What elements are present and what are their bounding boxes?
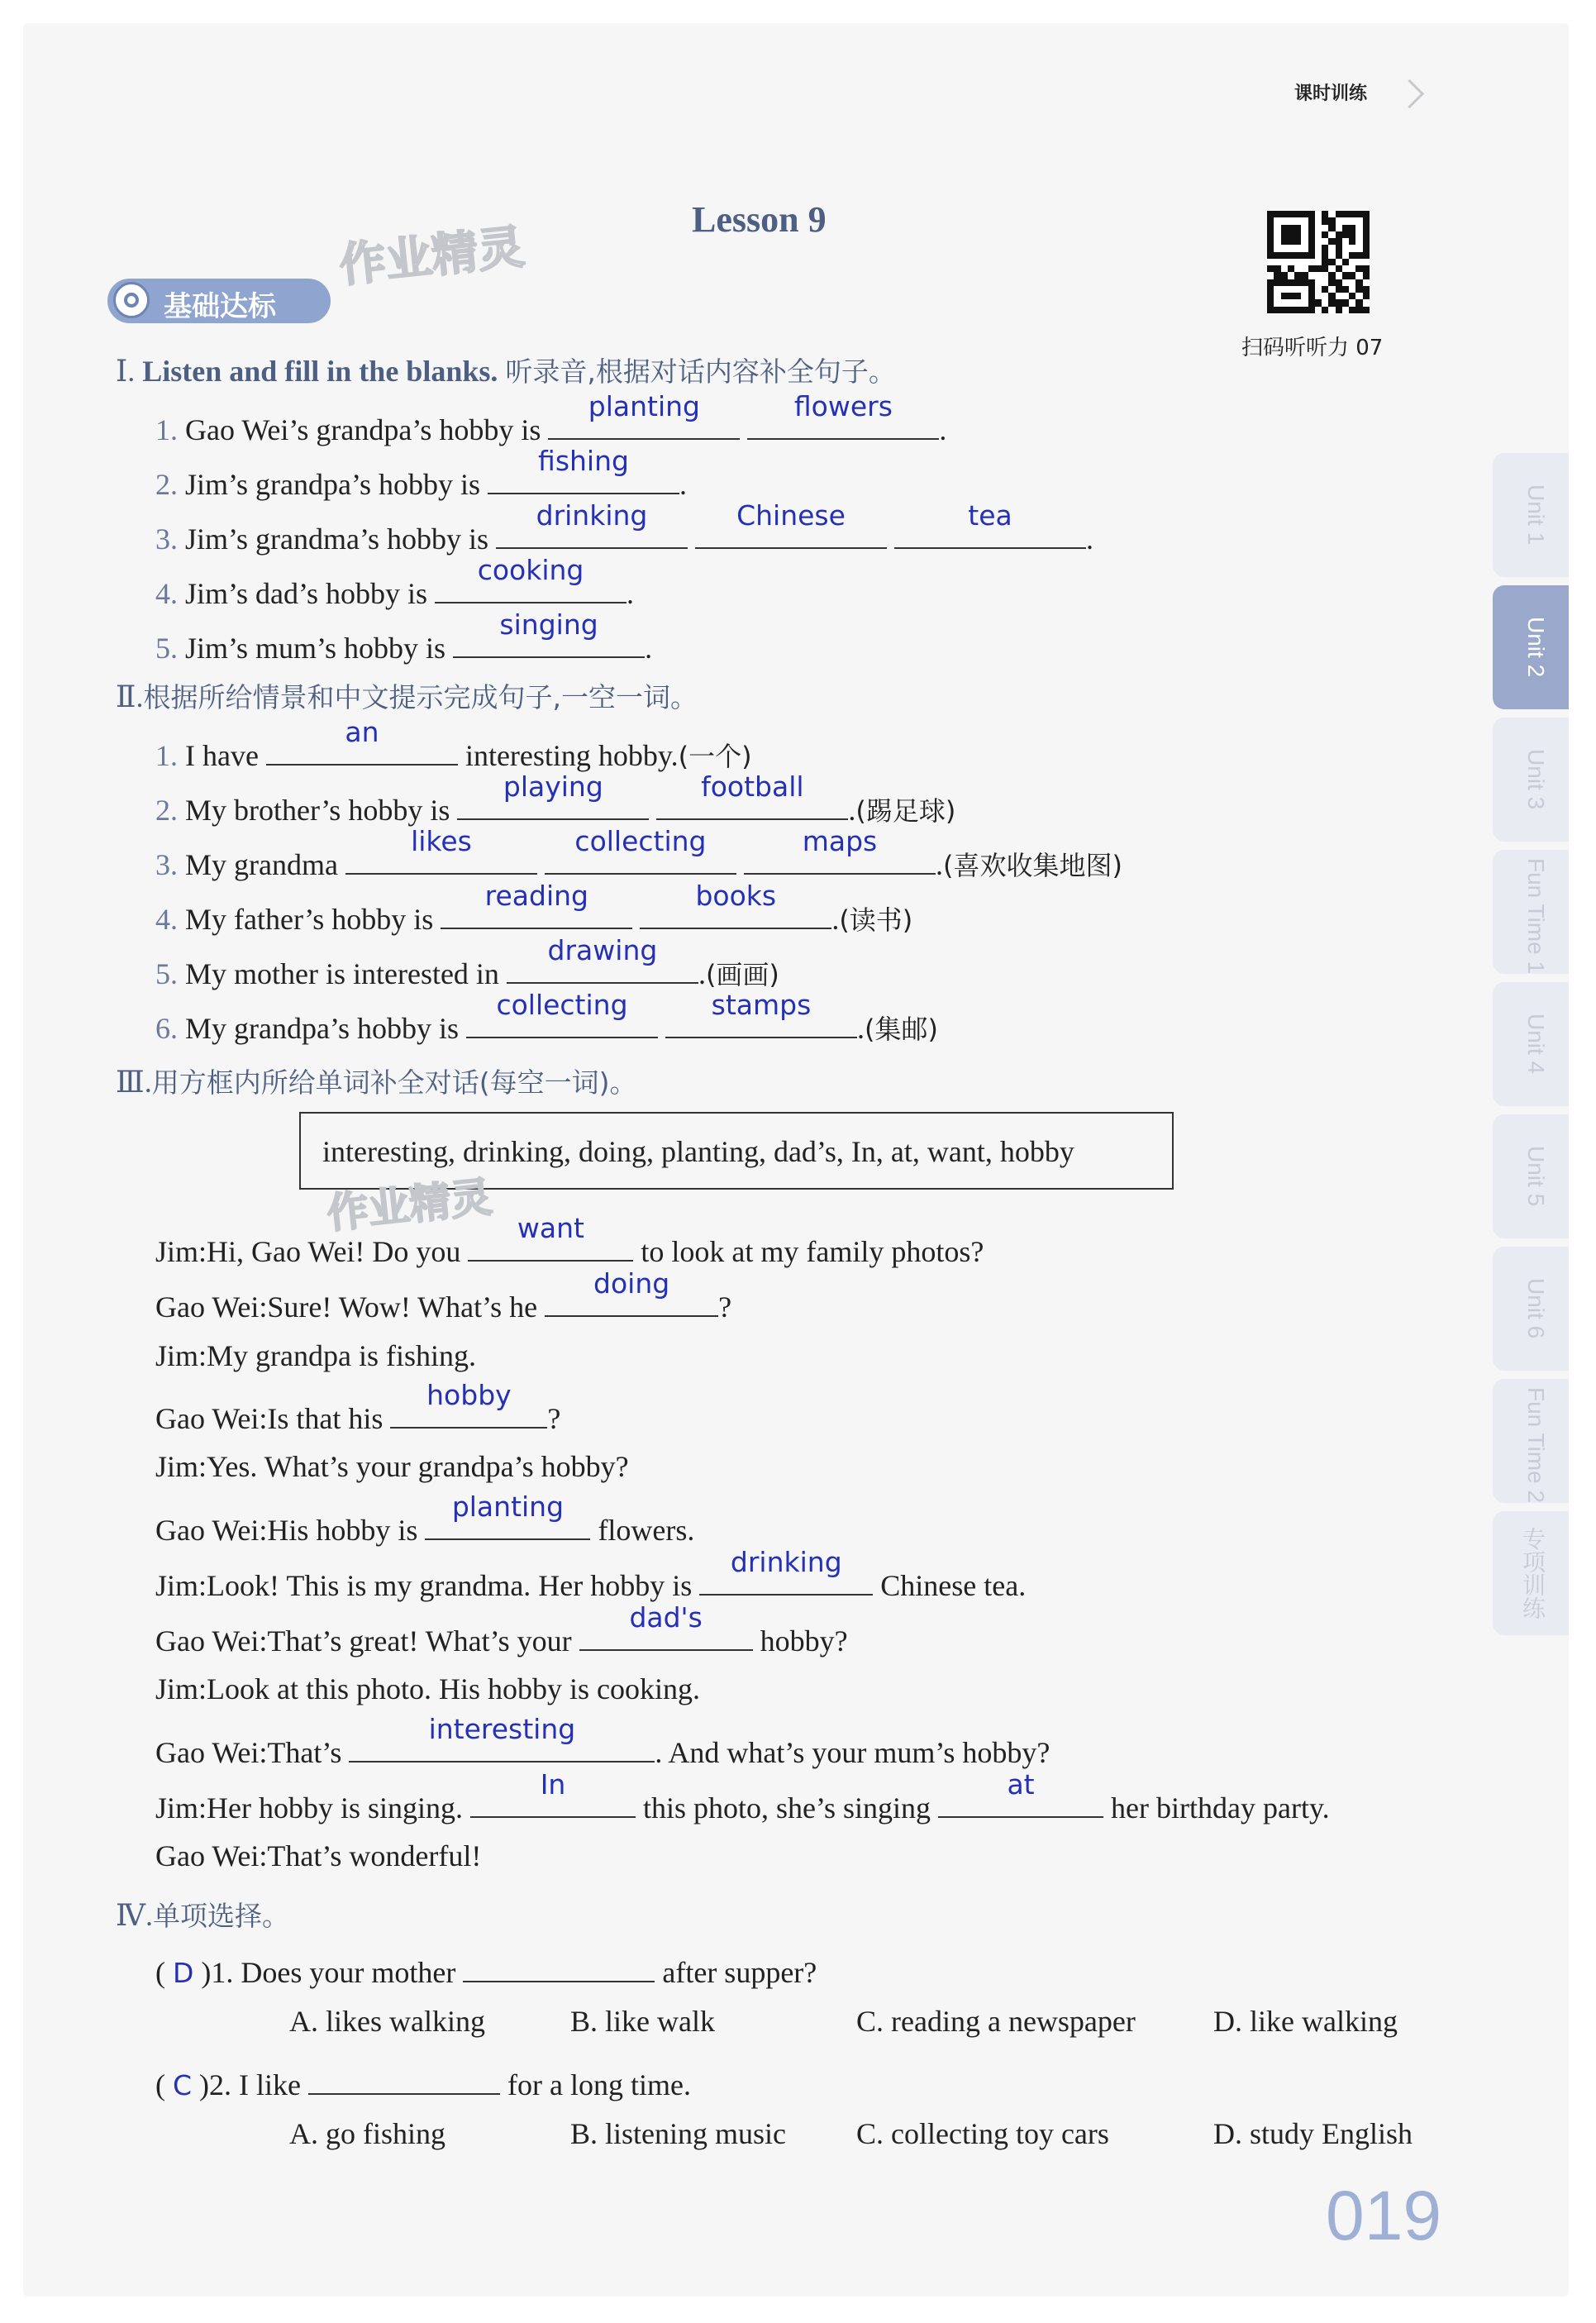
fill-item xyxy=(155,825,1122,883)
chinese-hint: (集邮) xyxy=(864,1014,938,1045)
section-4-heading: Ⅳ.单项选择。 xyxy=(116,1899,289,1932)
answer-text: reading xyxy=(484,880,588,912)
dialogue-text: Look at this photo. His hobby is cooking. xyxy=(207,1672,701,1706)
speaker: Gao Wei: xyxy=(155,1513,268,1547)
dialogue-text: flowers. xyxy=(590,1513,695,1547)
item-prompt: Jim’s grandpa’s hobby is xyxy=(185,468,488,501)
dialogue-text: His hobby is xyxy=(267,1513,426,1547)
answer-blank[interactable] xyxy=(747,390,939,440)
paren-open: ( xyxy=(155,2068,173,2101)
answer-text: fishing xyxy=(538,445,629,477)
dialogue-line xyxy=(155,1490,695,1548)
item-prompt: My mother is interested in xyxy=(185,957,507,990)
unit-tab[interactable] xyxy=(1493,850,1569,974)
speaker: Jim: xyxy=(155,1791,207,1825)
unit-tab-label: Unit 5 xyxy=(1523,1146,1549,1207)
item-prompt: Jim’s dad’s hobby is xyxy=(185,577,436,610)
answer-blank[interactable] xyxy=(425,1490,590,1540)
item-number: 4. xyxy=(155,577,185,610)
question-number: )1. xyxy=(193,1956,241,1989)
question-text: Does your mother xyxy=(241,1956,464,1989)
dialogue-line xyxy=(155,1267,732,1324)
option[interactable]: B. like walk xyxy=(570,2005,715,2038)
dialogue-line xyxy=(155,1545,1027,1603)
item-number: 6. xyxy=(155,1012,185,1045)
unit-tab-label: Fun Time 2 xyxy=(1523,1387,1549,1504)
qr-code[interactable] xyxy=(1267,211,1370,313)
answer-text: drinking xyxy=(536,499,648,532)
unit-tab-label: Unit 1 xyxy=(1523,484,1549,546)
dialogue-text: That’s great! What’s your xyxy=(267,1624,579,1658)
chinese-hint: (踢足球) xyxy=(855,795,956,827)
answer-blank[interactable] xyxy=(466,989,658,1038)
item-number: 5. xyxy=(155,957,185,990)
qr-caption: 扫码听听力 07 xyxy=(1241,336,1384,360)
dialogue-line xyxy=(155,1672,700,1706)
unit-tab-label: Fun Time 1 xyxy=(1523,858,1549,975)
unit-tab[interactable] xyxy=(1493,1114,1569,1238)
question-text: I like xyxy=(239,2068,309,2101)
answer-text: drawing xyxy=(547,934,658,966)
answer-blank[interactable] xyxy=(266,716,458,766)
answer-text: books xyxy=(695,880,777,912)
item-end: . xyxy=(831,903,840,936)
unit-tab-label: Unit 2 xyxy=(1523,617,1549,678)
item-number: 1. xyxy=(155,739,185,772)
answer-text: likes xyxy=(411,825,472,857)
fill-item xyxy=(155,880,913,937)
dialogue-text: . And what’s your mum’s hobby? xyxy=(655,1735,1051,1769)
dialogue-text: Chinese tea. xyxy=(873,1568,1027,1602)
answer-text: football xyxy=(701,770,804,803)
speaker: Jim: xyxy=(155,1568,207,1602)
unit-tab[interactable] xyxy=(1493,1379,1569,1503)
fill-item xyxy=(155,934,779,992)
item-number: 2. xyxy=(155,468,185,501)
option[interactable]: D. like walking xyxy=(1213,2005,1398,2038)
answer-text: an xyxy=(345,716,379,748)
item-end: . xyxy=(856,1012,865,1045)
unit-tab[interactable] xyxy=(1493,1511,1569,1635)
answer-text: collecting xyxy=(496,989,628,1021)
unit-tab-label: Unit 3 xyxy=(1523,749,1549,810)
spacer xyxy=(887,522,894,556)
dialogue-text: her birthday party. xyxy=(1103,1791,1330,1825)
item-end: . xyxy=(935,848,943,881)
fill-item xyxy=(155,989,938,1047)
answer-text: singing xyxy=(499,608,598,641)
question-blank[interactable] xyxy=(308,2060,500,2095)
item-end: . xyxy=(848,794,856,827)
answer-text: dad's xyxy=(629,1601,703,1634)
option[interactable]: C. reading a newspaper xyxy=(856,2005,1136,2038)
answer-blank[interactable] xyxy=(744,825,936,875)
question xyxy=(155,1948,817,1990)
item-number: 3. xyxy=(155,522,185,556)
unit-tab-label: Unit 6 xyxy=(1523,1278,1549,1339)
answer-blank[interactable] xyxy=(488,445,679,494)
answer-text: hobby xyxy=(426,1378,512,1411)
answer-blank[interactable] xyxy=(349,1712,655,1763)
section-1-heading: Ⅰ. Listen and fill in the blanks. 听录音,根据对话内容补全句子。 xyxy=(116,355,896,388)
watermark-logo: 作业精灵 xyxy=(336,220,527,293)
question xyxy=(155,2060,691,2102)
item-prompt: Jim’s mum’s hobby is xyxy=(185,632,454,665)
answer-text: tea xyxy=(968,499,1012,532)
spacer xyxy=(688,522,695,556)
answer-text: collecting xyxy=(574,825,707,857)
option[interactable]: A. go fishing xyxy=(289,2117,445,2150)
dialogue-text: Yes. What’s your grandpa’s hobby? xyxy=(207,1450,629,1484)
item-prompt: Gao Wei’s grandpa’s hobby is xyxy=(185,413,549,446)
answer-text: doing xyxy=(593,1267,670,1300)
section-3-heading: Ⅲ.用方框内所给单词补全对话(每空一词)。 xyxy=(116,1066,637,1099)
unit-tab[interactable] xyxy=(1493,585,1569,709)
answer-blank[interactable] xyxy=(345,825,537,875)
item-end: . xyxy=(939,413,947,446)
chinese-hint: (读书) xyxy=(839,904,913,936)
unit-tab[interactable] xyxy=(1493,718,1569,842)
header-label: 课时训练 xyxy=(1294,83,1368,104)
dialogue-text: That’s wonderful! xyxy=(267,1839,482,1873)
word-box-text: interesting, drinking, doing, planting, dad’s, In, at, want, hobby xyxy=(322,1135,1074,1168)
dialogue-line xyxy=(155,1839,481,1873)
speaker: Gao Wei: xyxy=(155,1290,268,1324)
answer-text: cooking xyxy=(477,554,584,586)
item-number: 5. xyxy=(155,632,185,665)
item-prompt: My grandpa’s hobby is xyxy=(185,1012,466,1045)
answer-text: flowers xyxy=(793,390,893,422)
answer-blank[interactable] xyxy=(548,390,740,440)
dialogue-text: ? xyxy=(718,1290,732,1324)
dialogue-text: My grandpa is fishing. xyxy=(207,1338,476,1372)
item-prompt: Jim’s grandma’s hobby is xyxy=(185,522,496,556)
answer-text: maps xyxy=(802,825,878,857)
spacer xyxy=(649,794,656,827)
answer-blank[interactable] xyxy=(665,989,857,1038)
answer-blank[interactable] xyxy=(390,1378,547,1429)
option[interactable]: B. listening music xyxy=(570,2117,786,2150)
fill-item xyxy=(155,770,956,828)
dialogue-line xyxy=(155,1601,848,1658)
answer-text: interesting xyxy=(428,1712,576,1745)
answer-text: playing xyxy=(503,770,603,803)
watermark-logo-2: 作业精灵 xyxy=(324,1172,494,1238)
speaker: Jim: xyxy=(155,1338,207,1372)
dialogue-text: Her hobby is singing. xyxy=(207,1791,471,1825)
answer-text: stamps xyxy=(711,989,812,1021)
target-icon xyxy=(113,282,150,318)
unit-tab[interactable] xyxy=(1493,982,1569,1106)
dialogue-text: ? xyxy=(547,1401,561,1435)
paren-open: ( xyxy=(155,1956,173,1989)
answer-blank[interactable] xyxy=(470,1768,636,1818)
item-end: . xyxy=(679,468,687,501)
dialogue-text: Is that his xyxy=(267,1401,391,1435)
answer-blank[interactable] xyxy=(640,880,831,929)
fill-item xyxy=(155,499,1093,556)
item-number: 1. xyxy=(155,413,185,446)
dialogue-text: hobby? xyxy=(752,1624,848,1658)
spacer xyxy=(658,1012,665,1045)
item-end: . xyxy=(626,577,635,610)
answer-text: at xyxy=(1007,1768,1035,1801)
item-prompt: My father’s hobby is xyxy=(185,903,441,936)
answer-blank[interactable] xyxy=(507,934,698,984)
dialogue-line xyxy=(155,1378,561,1436)
answer-text: drinking xyxy=(730,1545,842,1578)
dialogue-line xyxy=(155,1712,1051,1770)
speaker: Gao Wei: xyxy=(155,1624,268,1658)
option[interactable]: A. likes walking xyxy=(289,2005,485,2038)
dialogue-line xyxy=(155,1212,984,1269)
dialogue-line xyxy=(155,1338,476,1373)
answer-choice: C xyxy=(173,2069,193,2101)
fill-item xyxy=(155,716,752,774)
item-end: . xyxy=(645,632,653,665)
speaker: Jim: xyxy=(155,1235,207,1268)
item-prompt: I have xyxy=(185,739,266,772)
answer-blank[interactable] xyxy=(545,1267,718,1317)
fill-item xyxy=(155,554,635,611)
question-text: for a long time. xyxy=(500,2068,691,2101)
dialogue-line xyxy=(155,1449,629,1484)
dialogue-text: Hi, Gao Wei! Do you xyxy=(207,1235,469,1268)
item-end: . xyxy=(1086,522,1093,556)
dialogue-text: to look at my family photos? xyxy=(633,1235,984,1268)
unit-tab-label: Unit 4 xyxy=(1523,1014,1549,1075)
spacer xyxy=(736,848,744,881)
item-prompt: My grandma xyxy=(185,848,345,881)
item-end: . xyxy=(698,957,706,990)
chinese-hint: (画画) xyxy=(705,959,779,990)
spacer xyxy=(537,848,545,881)
page-number: 019 xyxy=(1326,2177,1442,2254)
speaker: Gao Wei: xyxy=(155,1839,268,1873)
answer-blank[interactable] xyxy=(545,825,736,875)
dialogue-line xyxy=(155,1768,1330,1825)
answer-blank[interactable] xyxy=(468,1212,633,1262)
option[interactable]: C. collecting toy cars xyxy=(856,2117,1109,2150)
chinese-hint: (喜欢收集地图) xyxy=(942,850,1122,881)
answer-blank[interactable] xyxy=(699,1545,873,1596)
item-number: 4. xyxy=(155,903,185,936)
question-blank[interactable] xyxy=(463,1948,655,1982)
answer-blank[interactable] xyxy=(695,499,887,549)
lesson-title: Lesson 9 xyxy=(692,199,827,240)
unit-tab-label: 专项训练 xyxy=(1520,1527,1546,1619)
fill-item xyxy=(155,608,653,665)
chinese-hint: (一个) xyxy=(678,741,752,772)
dialogue-text: Sure! Wow! What’s he xyxy=(267,1290,545,1324)
answer-blank[interactable] xyxy=(496,499,688,549)
item-number: 3. xyxy=(155,848,185,881)
dialogue-text: this photo, she’s singing xyxy=(636,1791,939,1825)
speaker: Jim: xyxy=(155,1672,207,1706)
answer-blank[interactable] xyxy=(579,1601,753,1651)
fill-item xyxy=(155,390,947,447)
answer-text: planting xyxy=(451,1490,565,1523)
unit-tab[interactable] xyxy=(1493,453,1569,577)
answer-text: want xyxy=(517,1212,584,1244)
answer-text: Chinese xyxy=(736,499,846,532)
answer-blank[interactable] xyxy=(453,608,645,658)
speaker: Gao Wei: xyxy=(155,1735,268,1769)
badge-label: 基础达标 xyxy=(164,290,276,323)
question-number: )2. xyxy=(192,2068,240,2101)
section-2-heading: Ⅱ.根据所给情景和中文提示完成句子,一空一词。 xyxy=(116,680,698,713)
answer-blank[interactable] xyxy=(656,770,848,820)
dialogue-text: That’s xyxy=(267,1735,350,1769)
answer-blank[interactable] xyxy=(938,1768,1103,1818)
speaker: Gao Wei: xyxy=(155,1401,268,1435)
item-number: 2. xyxy=(155,794,185,827)
answer-blank[interactable] xyxy=(457,770,649,820)
question-text: after supper? xyxy=(655,1956,817,1989)
answer-blank[interactable] xyxy=(441,880,632,929)
spacer xyxy=(740,413,747,446)
fill-item xyxy=(155,445,687,502)
item-end: interesting hobby. xyxy=(457,739,679,772)
answer-text: planting xyxy=(588,390,700,422)
item-prompt: My brother’s hobby is xyxy=(185,794,458,827)
speaker: Jim: xyxy=(155,1450,207,1484)
dialogue-text: Look! This is my grandma. Her hobby is xyxy=(207,1568,700,1602)
answer-choice: D xyxy=(173,1957,194,1989)
answer-blank[interactable] xyxy=(894,499,1086,549)
unit-tab[interactable] xyxy=(1493,1247,1569,1371)
answer-text: In xyxy=(540,1768,566,1801)
option[interactable]: D. study English xyxy=(1213,2117,1413,2150)
answer-blank[interactable] xyxy=(435,554,626,603)
spacer xyxy=(632,903,640,936)
